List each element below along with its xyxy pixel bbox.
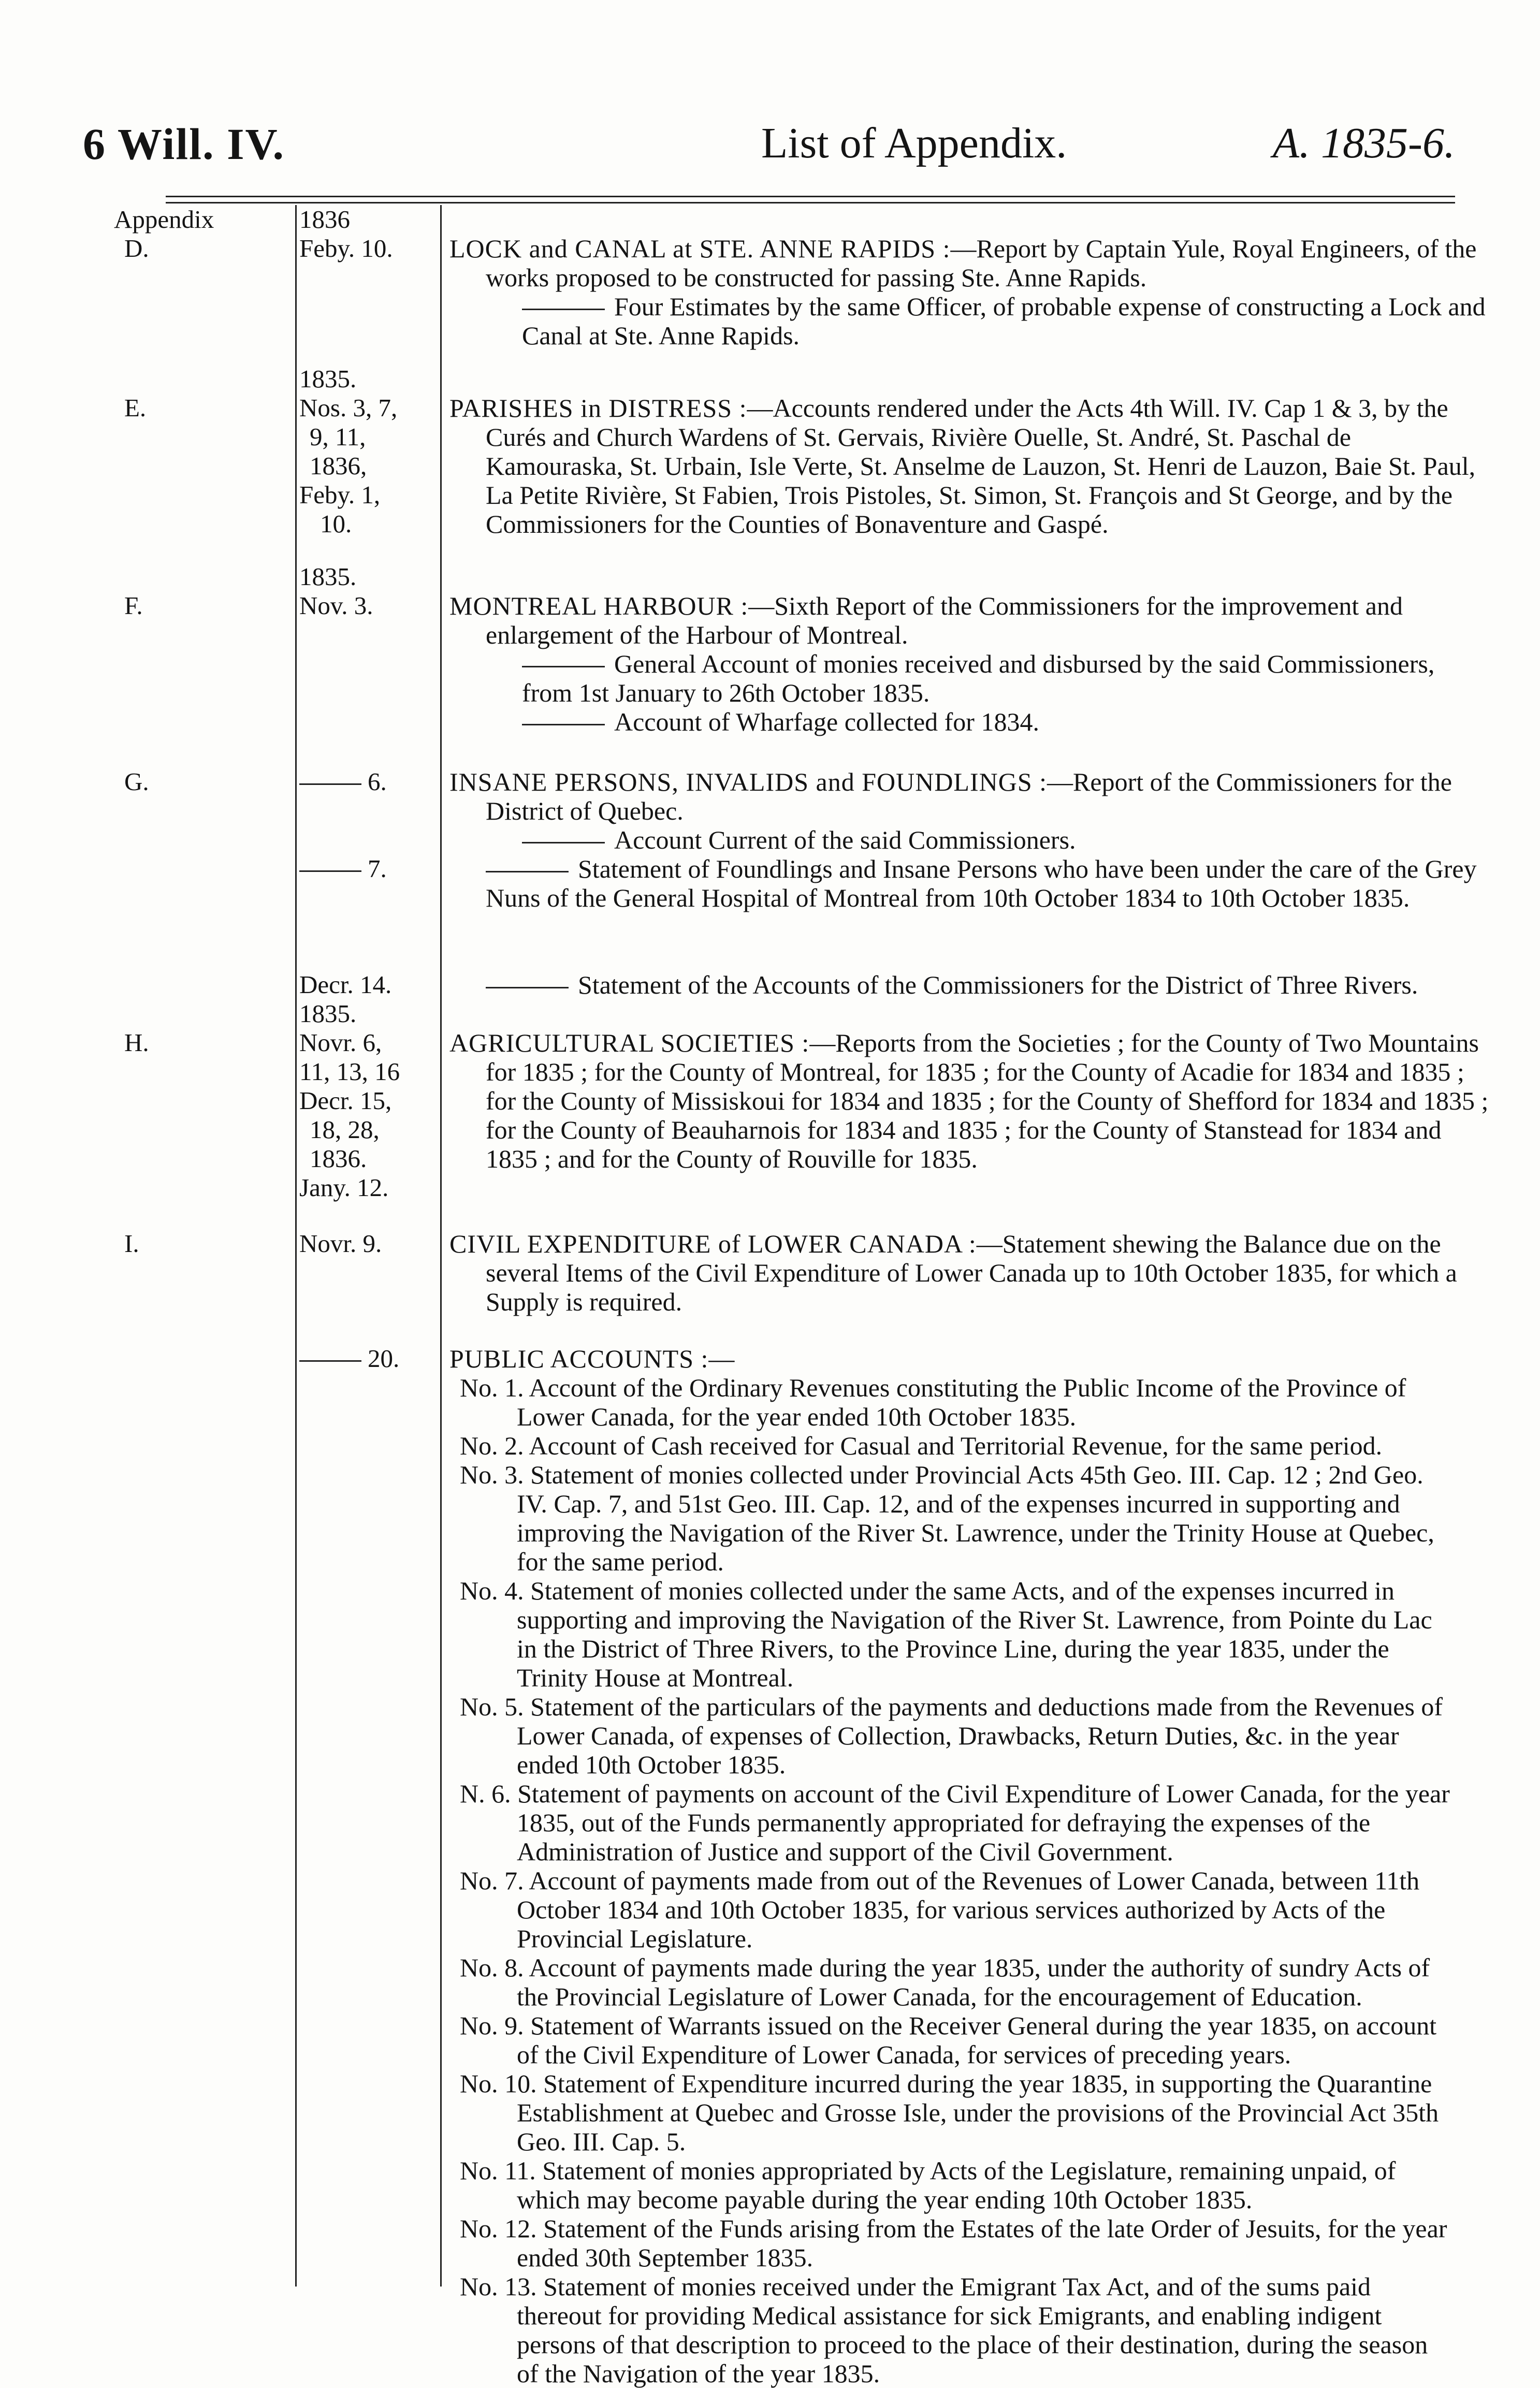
public-account-item: No. 7. Account of payments made from out of the Revenues of Lower Canada, between 11th October 1834 and 10th October 1835, for various services authorized by Acts of the Provincial Legislature.	[460, 1866, 1420, 1953]
entry-f-sub1: General Account of monies received and disbursed by the said Commissioners, from 1st January to 26th October 1835.	[522, 649, 1435, 707]
appendix-letter-i: I.	[124, 1229, 139, 1258]
appendix-letter-g: G.	[124, 767, 149, 796]
entry-i-title: CIVIL EXPENDITURE of LOWER CANADA :	[449, 1229, 977, 1258]
entry-g-text: —Report of the Commissioners for the District of Quebec.	[486, 767, 1452, 825]
date-f: Nov. 3.	[299, 591, 373, 620]
public-account-item: N. 6. Statement of payments on account of the Civil Expenditure of Lower Canada, for the year 1835, out of the Funds permanently appropriated for defraying the expenses of the Administration of Justice and support of the Civil Government.	[460, 1779, 1450, 1866]
entry-d-title: LOCK and CANAL at STE. ANNE RAPIDS :	[449, 234, 951, 263]
appendix-table	[114, 205, 1489, 2388]
entry-h-text: —Reports from the Societies ; for the County of Two Mountains for 1835 ; for the County of Montreal, for 1835 ; for the County of Acadie for 1834 and 1835 ; for the County of Missiskoui for 1834 and 1835 ; for the County of Shefford for 1834 and 1835 ; for the County of Beauharnois for 1834 and 1835 ; for the County of Stanstead for 1834 and 1835 ; and for the County of Rouville for 1835.	[486, 1028, 1489, 1173]
entry-g-title: INSANE PERSONS, INVALIDS and FOUNDLINGS :	[449, 767, 1048, 796]
entry-g-sub1: Account Current of the said Commissioners.	[614, 825, 1076, 854]
entry-d-sub: Four Estimates by the same Officer, of probable expense of constructing a Lock and Canal at Ste. Anne Rapids.	[522, 292, 1486, 350]
appendix-column-label: Appendix	[114, 205, 214, 234]
page-header	[83, 118, 1455, 175]
date-d: Feby. 10.	[299, 234, 393, 263]
header-rule-double	[166, 202, 1455, 203]
entry-e-text: —Accounts rendered under the Acts 4th Will. IV. Cap 1 & 3, by the Curés and Church Wardens of St. Gervais, Rivière Ouelle, St. André, St. Paschal de Kamouraska, St. Urbain, Isle Verte, St. Anselme de Lauzon, St. Henri de Lauzon, Baie St. Paul, La Petite Rivière, St Fabien, Trois Pistoles, St. Simon, St. François and St George, and by the Commissioners for the Counties of Bonaventure and Gaspé.	[486, 394, 1476, 538]
date-i: Novr. 9.	[299, 1229, 382, 1258]
entry-f-text: —Sixth Report of the Commissioners for the improvement and enlargement of the Harbour of Montreal.	[486, 591, 1403, 649]
public-account-item: No. 1. Account of the Ordinary Revenues constituting the Public Income of the Province of Lower Canada, for the year ended 10th October 1835.	[460, 1373, 1406, 1431]
entry-h	[449, 1028, 1491, 1173]
public-account-item: No. 12. Statement of the Funds arising from the Estates of the late Order of Jesuits, for the year ended 30th September 1835.	[460, 2214, 1447, 2272]
entry-g-sub2: Statement of Foundlings and Insane Persons who have been under the care of the Grey Nuns of the General Hospital of Montreal from 10th October 1834 to 10th October 1835.	[486, 854, 1477, 912]
public-account-item: No. 4. Statement of monies collected under the same Acts, and of the expenses incurred in supporting and improving the Navigation of the River St. Lawrence, from Pointe du Lac in the District of Three Rivers, to the Province Line, during the year 1835, under the Trinity House at Montreal.	[460, 1576, 1432, 1692]
date-g-2: 7.	[299, 854, 439, 883]
year-h: 1835.	[299, 999, 357, 1028]
entry-e	[449, 394, 1491, 538]
entry-f-sub2: Account of Wharfage collected for 1834.	[614, 707, 1039, 736]
appendix-letter-f: F.	[124, 591, 143, 620]
entry-g-3	[449, 970, 1491, 999]
entry-g-sub3: Statement of the Accounts of the Commissioners for the District of Three Rivers.	[578, 970, 1418, 999]
entry-i	[449, 1229, 1491, 1316]
public-account-item: No. 8. Account of payments made during the year 1835, under the authority of sundry Acts of the Provincial Legislature of Lower Canada, for the encouragement of Education.	[460, 1953, 1430, 2011]
session-year: A. 1835-6.	[1272, 119, 1455, 167]
page-title: List of Appendix.	[761, 119, 1067, 167]
appendix-letter-e: E.	[124, 394, 147, 422]
entry-f	[449, 591, 1491, 736]
date-public: 20.	[299, 1344, 439, 1373]
public-account-item: No. 10. Statement of Expenditure incurred during the year 1835, in supporting the Quarantine Establishment at Quebec and Grosse Isle, under the provisions of the Provincial Act 35th Geo. III. Cap. 5.	[460, 2069, 1439, 2156]
public-account-item: No. 11. Statement of monies appropriated by Acts of the Legislature, remaining unpaid, of which may become payable during the year ending 10th October 1835.	[460, 2156, 1396, 2214]
entry-d-text: —Report by Captain Yule, Royal Engineers, of the works proposed to be constructed for passing Ste. Anne Rapids.	[486, 234, 1477, 292]
year-column-label: 1836	[299, 205, 350, 234]
column-divider	[295, 205, 297, 2287]
entry-public-accounts	[449, 1344, 1455, 2388]
year-e: 1835.	[299, 365, 357, 393]
date-h: Novr. 6, 11, 13, 16 Decr. 15, 18, 28, 1836. Jany. 12.	[299, 1028, 400, 1202]
column-divider	[440, 205, 442, 2287]
public-accounts-title: PUBLIC ACCOUNTS :—	[449, 1344, 735, 1373]
public-account-item: No. 13. Statement of monies received under the Emigrant Tax Act, and of the sums paid thereout for providing Medical assistance for sick Emigrants, and enabling indigent persons of that description to proceed to the place of their destination, during the season of the Navigation of the year 1835.	[460, 2272, 1428, 2388]
entry-h-title: AGRICULTURAL SOCIETIES :	[449, 1028, 810, 1057]
entry-f-title: MONTREAL HARBOUR :	[449, 591, 749, 620]
entry-i-text: —Statement shewing the Balance due on the several Items of the Civil Expenditure of Lower Canada up to 10th October 1835, for which a Supply is required.	[486, 1229, 1457, 1316]
year-f: 1835.	[299, 562, 357, 591]
public-account-item: No. 9. Statement of Warrants issued on the Receiver General during the year 1835, on account of the Civil Expenditure of Lower Canada, for services of preceding years.	[460, 2011, 1437, 2069]
entry-d	[449, 234, 1491, 350]
regnal-year: 6 Will. IV.	[83, 119, 285, 169]
public-account-item: No. 5. Statement of the particulars of the payments and deductions made from the Revenues of Lower Canada, of expenses of Collection, Drawbacks, Return Duties, &c. in the year ended 10th October 1835.	[460, 1692, 1443, 1779]
date-g-3: Decr. 14.	[299, 970, 392, 999]
public-account-item: No. 3. Statement of monies collected under Provincial Acts 45th Geo. III. Cap. 12 ; 2nd Geo. IV. Cap. 7, and 51st Geo. III. Cap. 12, and of the expenses incurred in supporting and improving the Navigation of the River St. Lawrence, under the Trinity House at Quebec, for the same period.	[460, 1460, 1434, 1576]
appendix-letter-h: H.	[124, 1028, 149, 1057]
appendix-letter-d: D.	[124, 234, 149, 263]
entry-e-title: PARISHES in DISTRESS :	[449, 394, 747, 423]
date-g-1: 6.	[299, 767, 439, 796]
entry-g	[449, 767, 1491, 854]
header-rule	[166, 196, 1455, 197]
public-account-item: No. 2. Account of Cash received for Casual and Territorial Revenue, for the same period.	[460, 1431, 1383, 1460]
entry-g-2	[449, 854, 1491, 912]
date-e: Nos. 3, 7, 9, 11, 1836, Feby. 1, 10.	[299, 394, 398, 538]
